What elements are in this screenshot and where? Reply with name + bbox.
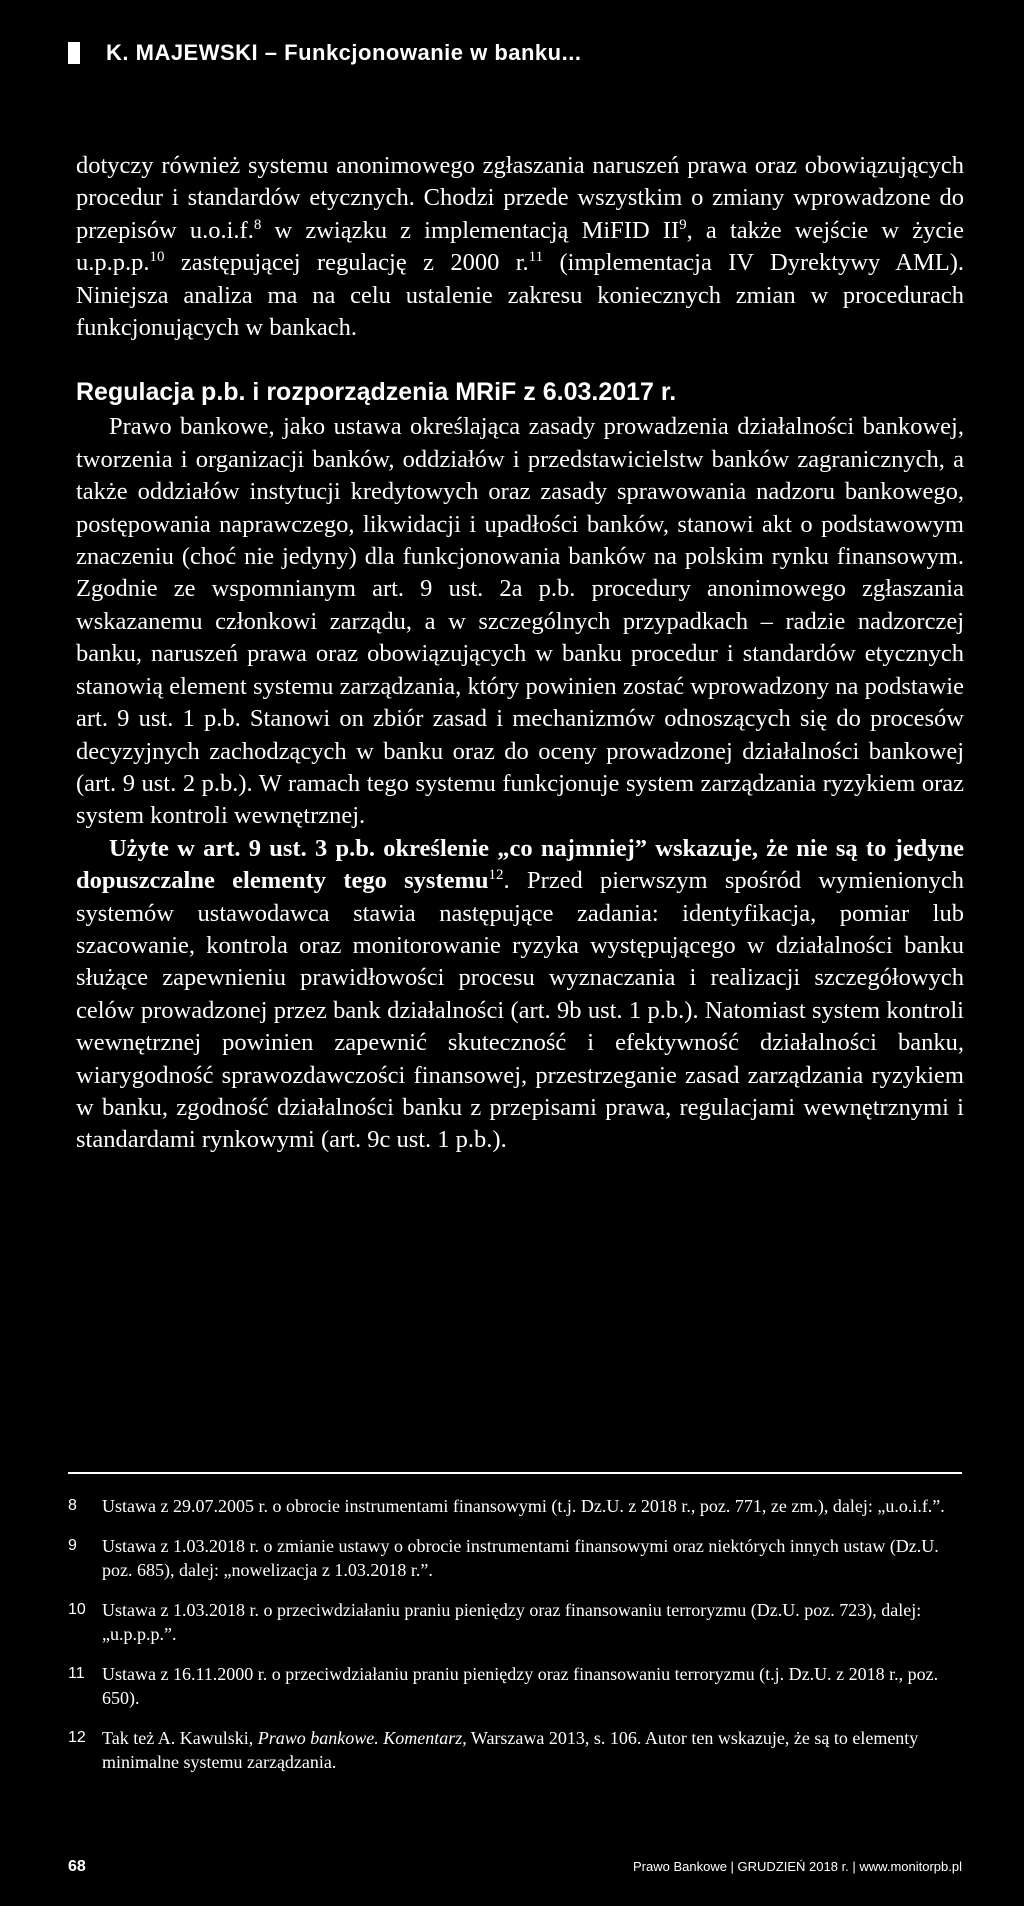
page-footer [68, 1858, 962, 1876]
footnote-8: 8 Ustawa z 29.07.2005 r. o obrocie instrumentami finansowymi (t.j. Dz.U. z 2018 r., poz. 771, ze zm.), dalej: „u.o.i.f.”. [68, 1496, 945, 1516]
journal-info: Prawo Bankowe | GRUDZIEŃ 2018 r. | www.monitorpb.pl [633, 1859, 962, 1874]
cited-book-title: Prawo bankowe. Komentarz [257, 1728, 463, 1748]
intro-paragraph: dotyczy również systemu anonimowego zgłaszania naruszeń prawa oraz obowiązujących procedur i standardów etycznych. Chodzi przede wszystkim o zmiany wprowadzone do przepisów u.o.i.f.$^8$ w związku z implementacją MiFID $II^9$, a także wejście w życie u.p.p.p.$^{10}$ zastępującej regulację z 2000 r.$^{11}$ (implementacja IV Dyrektywy AML). Niniejsza analiza ma na celu ustalenie zakresu koniecznych zmian w procedurach funkcjonujących w bankach. [76, 152, 964, 342]
header-square-marker [68, 42, 80, 64]
footnote-11: 11 Ustawa z 16.11.2000 r. o przeciwdziałaniu praniu pieniędzy oraz finansowaniu terroryzmu (t.j. Dz.U. z 2018 r., poz. 650). [68, 1664, 939, 1708]
footnote-10: 10 Ustawa z 1.03.2018 r. o przeciwdziałaniu praniu pieniędzy oraz finansowaniu terroryzmu (Dz.U. poz. 723), dalej: „u.p.p.p.”. [68, 1600, 922, 1644]
footnotes-section [68, 1494, 964, 1790]
footnote-ref-12[interactable]: 12 [488, 866, 504, 883]
running-header-title: K. MAJEWSKI – Funkcjonowanie w banku... [106, 40, 582, 65]
main-content [76, 150, 964, 1157]
bold-statement: Użyte w art. 9 ust. 3 p.b. określenie „co najmniej” wskazuje, że nie są to jedyne dopuszczalne elementy tego systemu [76, 834, 964, 895]
page-number: 68 [68, 1858, 86, 1875]
running-header [68, 40, 581, 66]
footnote-9: 9 Ustawa z 1.03.2018 r. o zmianie ustawy o obrocie instrumentami finansowymi oraz niektórych innych ustaw (Dz.U. poz. 685), dalej: „nowelizacja z 1.03.2018 r.”. [68, 1536, 939, 1580]
footnote-ref-9[interactable]: 9 [679, 216, 687, 233]
footnote-ref-11[interactable]: 11 [528, 249, 544, 266]
footnote-divider [68, 1472, 962, 1474]
body-paragraph-2: Użyte w art. 9 ust. 3 p.b. określenie „co najmniej” wskazuje, że nie są to jedyne dopuszczalne elementy tego systemu$^{12}$. Przed pierwszym spośród wymienionych systemów ustawodawca stawia następujące zadania: identyfikacja, pomiar lub szacowanie, kontrola oraz monitorowanie ryzyka występującego w działalności banku służące zapewnieniu prawidłowości procesu wyznaczania i realizacji szczegółowych celów prowadzonej przez bank działalności (art. 9b ust. 1 p.b.). Natomiast system kontroli wewnętrznej powinien zapewnić skuteczność i efektywność działalności banku, wiarygodność sprawozdawczości finansowej, przestrzeganie zasad zarządzania ryzykiem w banku, zgodność działalności banku z przepisami prawa, regulacjami wewnętrznymi i standardami rynkowymi (art. 9c ust. 1 p.b.). [76, 834, 964, 1154]
footnote-12: 12 Tak też A. Kawulski, Prawo bankowe. Komentarz, Warszawa 2013, s. 106. Autor ten wskazuje, że są to elementy minimalne systemu zarządzania. [68, 1728, 919, 1772]
footnote-ref-10[interactable]: 10 [149, 249, 165, 266]
section-heading: Regulacja p.b. i rozporządzenia MRiF z 6.03.2017 r. [76, 378, 677, 407]
footnote-ref-8[interactable]: 8 [253, 216, 262, 233]
body-paragraph-1: Prawo bankowe, jako ustawa określająca zasady prowadzenia działalności bankowej, tworzenia i organizacji banków, oddziałów i przedstawicielstw banków zagranicznych, a także oddziałów instytucji kredytowych oraz zasady sprawowania nadzoru bankowego, postępowania naprawczego, likwidacji i upadłości banków, stanowi akt o podstawowym znaczeniu (choć nie jedyny) dla funkcjonowania banków na polskim rynku finansowym. Zgodnie ze wspomnianym art. 9 ust. 2a p.b. procedury anonimowego zgłaszania wskazanemu członkowi zarządu, a w szczególnych przypadkach – radzie nadzorczej banku, naruszeń prawa oraz obowiązujących w banku procedur i standardów etycznych stanowią element systemu zarządzania, który powinien zostać wprowadzony na podstawie art. 9 ust. 1 p.b. Stanowi on zbiór zasad i mechanizmów odnoszących się do procesów decyzyjnych zachodzących w banku oraz do oceny prowadzonej działalności bankowej (art. 9 ust. 2 p.b.). W ramach tego systemu funkcjonuje system zarządzania ryzykiem oraz system kontroli wewnętrznej. [76, 413, 964, 830]
